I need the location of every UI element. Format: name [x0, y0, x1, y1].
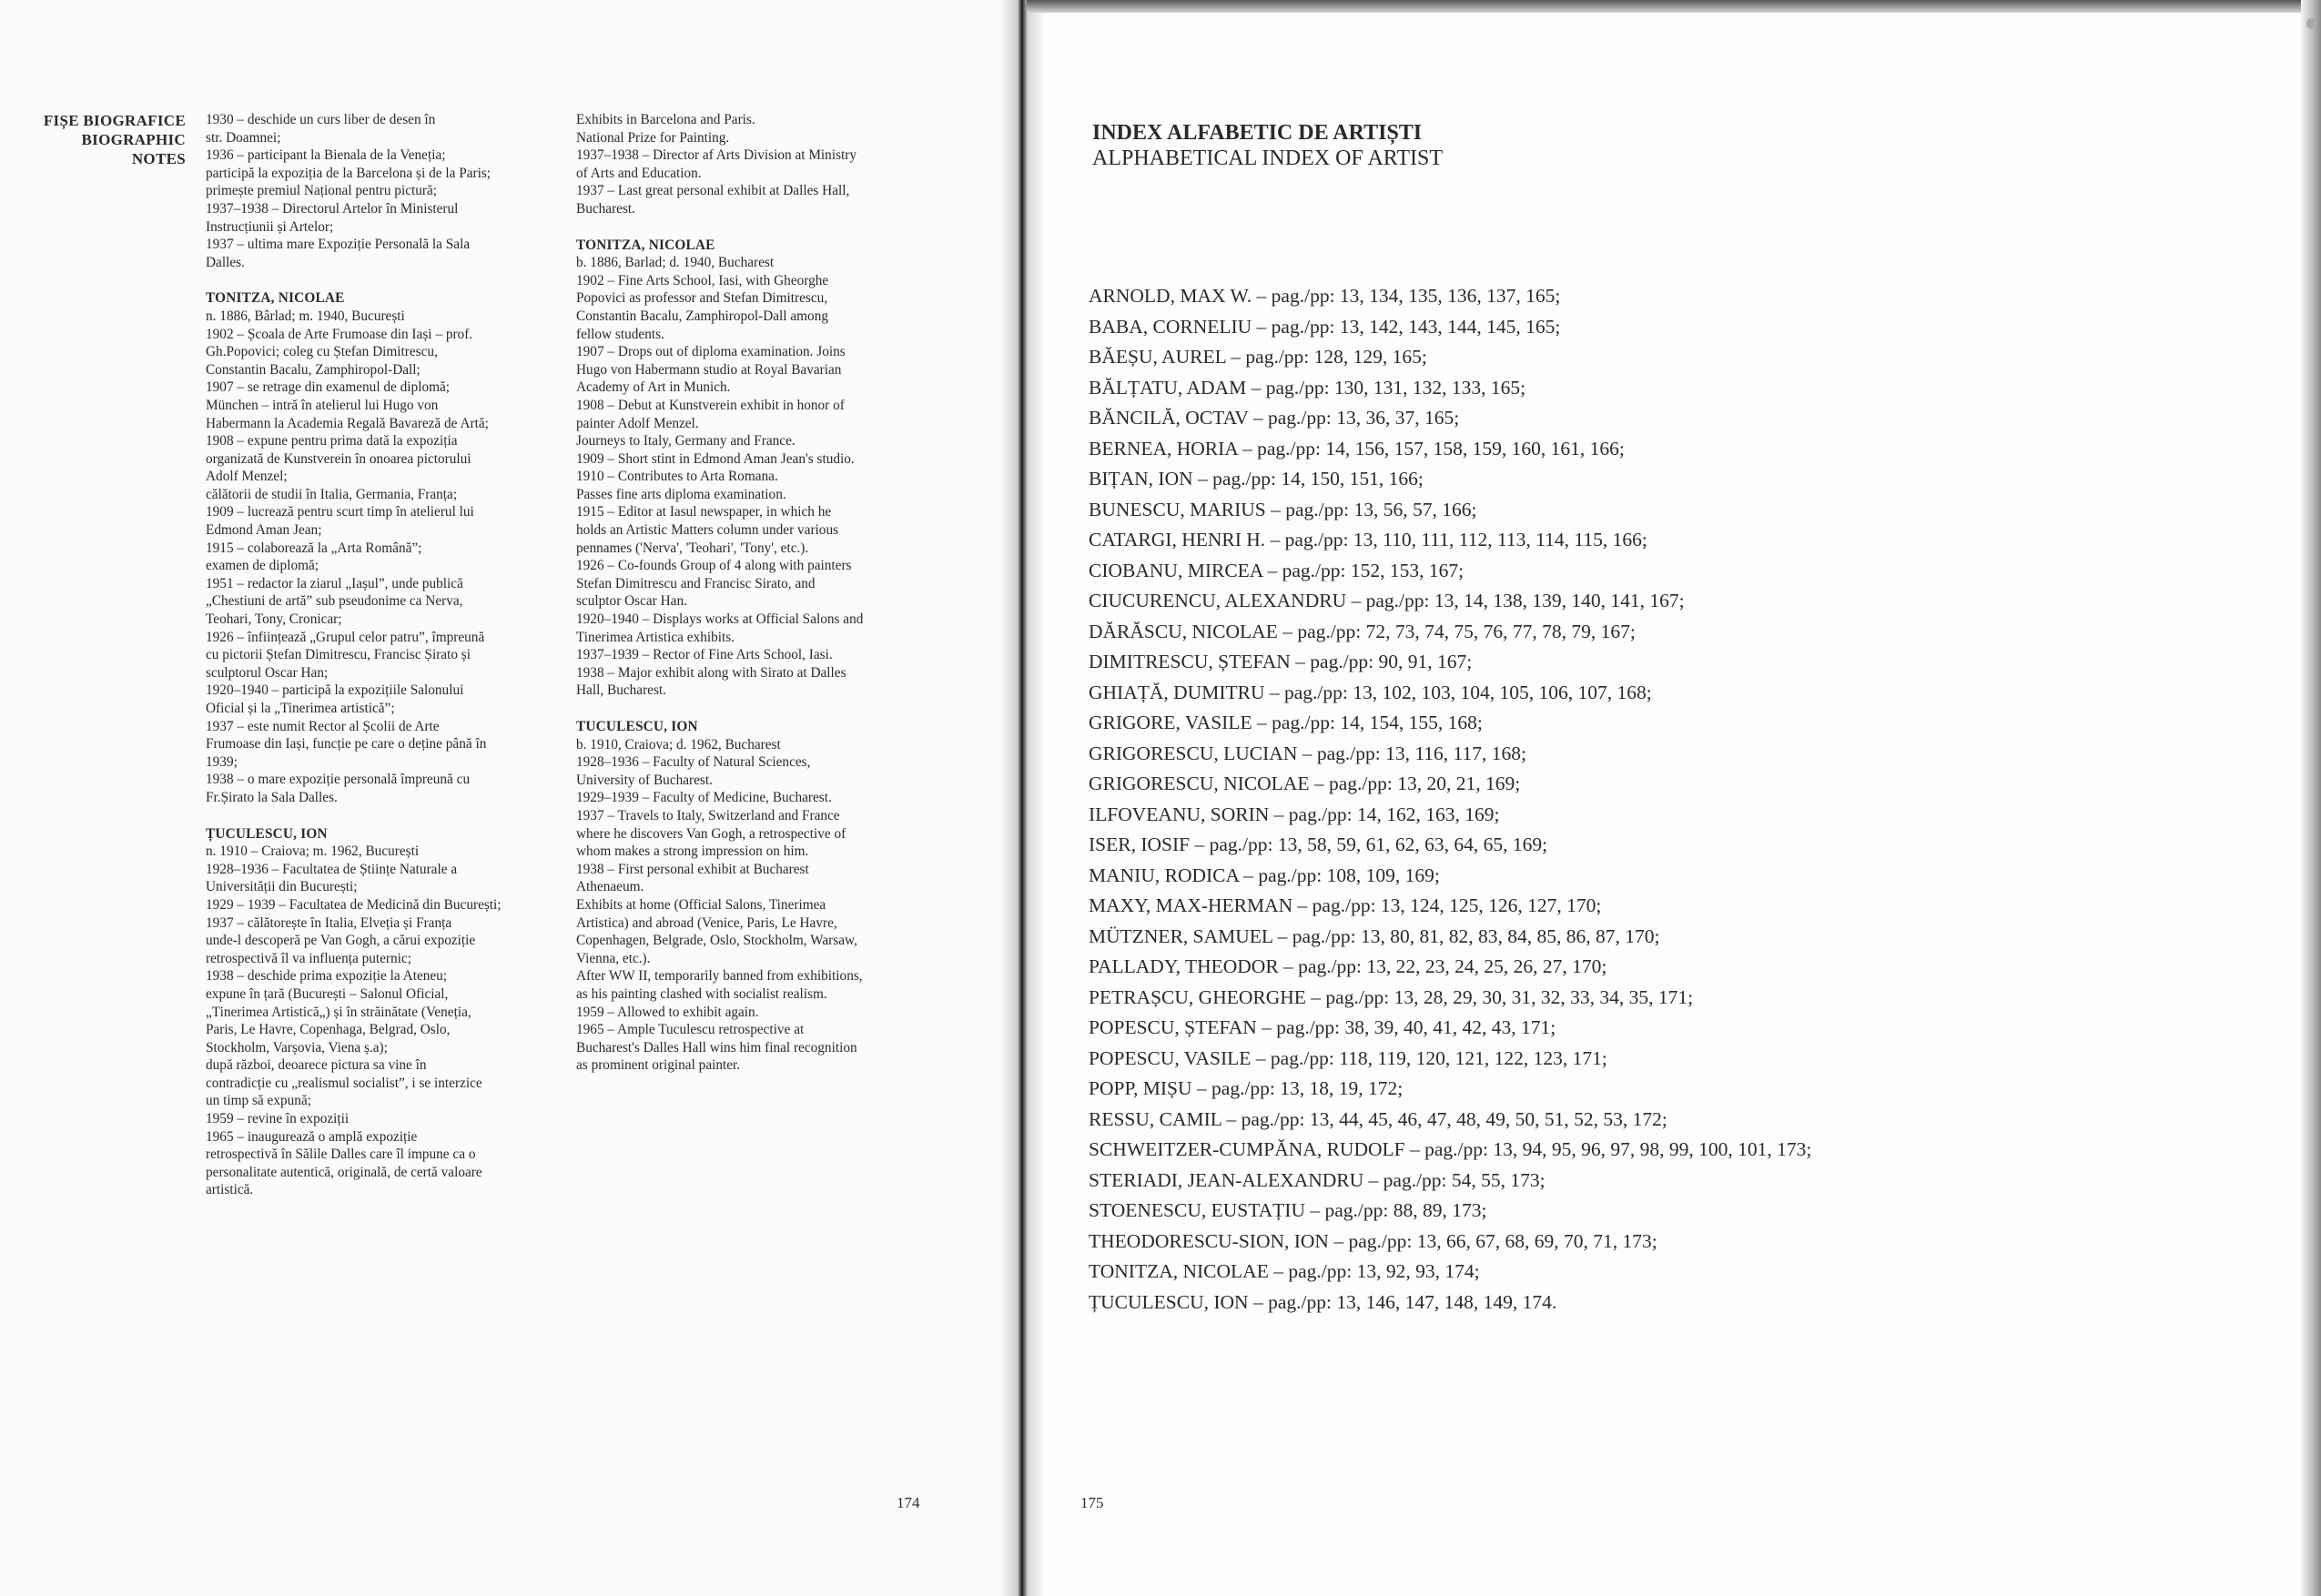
index-entry: BĂNCILĂ, OCTAV – pag./pp: 13, 36, 37, 165; — [1089, 407, 1460, 429]
index-entry: BĂEȘU, AUREL – pag./pp: 128, 129, 165; — [1089, 346, 1427, 368]
index-entry: SCHWEITZER-CUMPĂNA, RUDOLF – pag./pp: 13, 94, 95, 96, 97, 98, 99, 100, 101, 173; — [1089, 1138, 1812, 1160]
index-entry: TONITZA, NICOLAE – pag./pp: 13, 92, 93, 174; — [1089, 1260, 1480, 1282]
index-entry: CIUCURENCU, ALEXANDRU – pag./pp: 13, 14, 138, 139, 140, 141, 167; — [1089, 590, 1685, 611]
biography-paragraph: Exhibits in Barcelona and Paris. National Prize for Painting. 1937–1938 – Director af Arts Division at Ministry of Arts and Education. 1937 – Last great personal exhibit at Dalles Hall, Bucharest. — [576, 112, 857, 217]
index-entry: BABA, CORNELIU – pag./pp: 13, 142, 143, 144, 145, 165; — [1089, 315, 1561, 338]
index-entry: STOENESCU, EUSTAȚIU – pag./pp: 88, 89, 173; — [1089, 1199, 1487, 1221]
index-entry: GRIGORESCU, NICOLAE – pag./pp: 13, 20, 21, 169; — [1089, 773, 1521, 794]
artist-name-heading: TUCULESCU, ION — [576, 719, 698, 734]
index-entry: MAXY, MAX-HERMAN – pag./pp: 13, 124, 125, 126, 127, 170; — [1089, 894, 1602, 916]
index-entry: ISER, IOSIF – pag./pp: 13, 58, 59, 61, 62, 63, 64, 65, 169; — [1089, 833, 1548, 855]
index-entry: MÜTZNER, SAMUEL – pag./pp: 13, 80, 81, 82, 83, 84, 85, 86, 87, 170; — [1089, 924, 1660, 947]
biography-column-ro — [206, 111, 556, 1199]
index-entry: BIȚAN, ION – pag./pp: 14, 150, 151, 166; — [1089, 468, 1424, 490]
artist-name-heading: TONITZA, NICOLAE — [576, 237, 715, 253]
index-entry: DIMITRESCU, ȘTEFAN – pag./pp: 90, 91, 167; — [1089, 651, 1473, 672]
index-title-en: ALPHABETICAL INDEX OF ARTIST — [1092, 146, 1443, 170]
index-entry: BERNEA, HORIA – pag./pp: 14, 156, 157, 158, 159, 160, 161, 166; — [1089, 437, 1625, 460]
index-entry: CIOBANU, MIRCEA – pag./pp: 152, 153, 167; — [1089, 559, 1465, 581]
biography-paragraph: b. 1910, Craiova; d. 1962, Bucharest 1928–1936 – Faculty of Natural Sciences, University of Bucharest. 1929–1939 – Faculty of Medicine, Bucharest. 1937 – Travels to Italy, Switzerland and France where he discovers Van Gogh, a retrospective of whom makes a strong impression on him. 1938 – First personal exhibit at Bucharest Athenaeum. Exhibits at home (Official Salons, Tinerimea Artistica) and abroad (Venice, Paris, Le Havre, Copenhagen, Belgrade, Oslo, Stockholm, Warsaw, Vienna, etc.). After WW II, temporarily banned from exhibitions, as his painting clashed with socialist realism. 1959 – Allowed to exhibit again. 1965 – Ample Tuculescu retrospective at Bucharest's Dalles Hall wins him final recognition as prominent original painter. — [576, 736, 863, 1074]
biography-paragraph: b. 1886, Barlad; d. 1940, Bucharest 1902 – Fine Arts School, Iasi, with Gheorghe Popovici as professor and Stefan Dimitrescu, Constantin Bacalu, Zamphiropol-Dall among fellow students. 1907 – Drops out of diploma examination. Joins Hugo von Habermann studio at Royal Bavarian Academy of Art in Munich. 1908 – Debut at Kunstverein exhibit in honor of painter Adolf Menzel. Journeys to Italy, Germany and France. 1909 – Short stint in Edmond Aman Jean's studio. 1910 – Contributes to Arta Romana. Passes fine arts diploma examination. 1915 – Editor at Iasul newspaper, in which he holds an Artistic Matters column under various pennames ('Nerva', 'Teohari', 'Tony', etc.). 1926 – Co-founds Group of 4 along with painters Stefan Dimitrescu and Francisc Sirato, and sculptor Oscar Han. 1920–1940 – Displays works at Official Salons and Tinerimea Artistica exhibits. 1937–1939 – Rector of Fine Arts School, Iasi. 1938 – Major exhibit along with Sirato at Dalles Hall, Bucharest. — [576, 255, 864, 699]
index-entry: POPP, MIȘU – pag./pp: 13, 18, 19, 172; — [1089, 1077, 1404, 1099]
page-number-left: 174 — [897, 1494, 920, 1511]
index-entry: DĂRĂSCU, NICOLAE – pag./pp: 72, 73, 74, 75, 76, 77, 78, 79, 167; — [1089, 620, 1636, 642]
biographic-notes-heading — [29, 111, 186, 168]
biography-paragraph: n. 1910 – Craiova; m. 1962, București 1928–1936 – Facultatea de Științe Naturale a Universității din București; 1929 – 1939 – Facultatea de Medicină din București; 1937 – călătorește în Italia, Elveția și Franța unde-l descoperă pe Van Gogh, a cărui expoziție retrospectivă îl va influența puternic; 1938 – deschide prima expoziție la Ateneu; expune în țară (București – Salonul Oficial, „Tinerimea Artistică„) și în străinătate (Veneția, Paris, Le Havre, Copenhaga, Belgrad, Oslo, Stockholm, Varșovia, Viena ș.a); după război, deoarece pictura sa vine în contradicție cu „realismul socialist”, i se interzice un timp să expună; 1959 – revine în expoziții 1965 – inaugurează o amplă expoziție retrospectivă în Sălile Dalles care îl impune ca o personalitate autentică, originală, de certă valoare artistică. — [206, 843, 502, 1198]
index-entry: BUNESCU, MARIUS – pag./pp: 13, 56, 57, 166; — [1089, 498, 1477, 520]
index-entry: POPESCU, ȘTEFAN – pag./pp: 38, 39, 40, 41, 42, 43, 171; — [1089, 1016, 1556, 1038]
page-right-edge — [2301, 0, 2321, 1596]
heading-ro: FIȘE BIOGRAFICE — [43, 112, 186, 129]
artist-index-list — [1089, 281, 2272, 1318]
heading-en: BIOGRAPHIC NOTES — [81, 131, 186, 167]
book-spine — [999, 0, 1045, 1596]
corner-mark — [2306, 18, 2317, 29]
biography-column-en — [576, 111, 927, 1075]
index-entry: GRIGORESCU, LUCIAN – pag./pp: 13, 116, 117, 168; — [1089, 742, 1526, 764]
index-entry: ARNOLD, MAX W. – pag./pp: 13, 134, 135, 136, 137, 165; — [1089, 285, 1561, 307]
index-entry: STERIADI, JEAN-ALEXANDRU – pag./pp: 54, 55, 173; — [1089, 1168, 1546, 1191]
index-entry: PALLADY, THEODOR – pag./pp: 13, 22, 23, 24, 25, 26, 27, 170; — [1089, 955, 1607, 977]
index-entry: ILFOVEANU, SORIN – pag./pp: 14, 162, 163, 169; — [1089, 803, 1500, 825]
right-page — [1027, 0, 2321, 1596]
page-top-edge — [1027, 0, 2321, 13]
biography-paragraph: n. 1886, Bârlad; m. 1940, București 1902 – Școala de Arte Frumoase din Iași – prof. Gh.Popovici; coleg cu Ștefan Dimitrescu, Constantin Bacalu, Zamphiropol-Dall; 1907 – se retrage din examenul de diplomă; München – intră în atelierul lui Hugo von Habermann la Academia Regală Bavareză de Artă; 1908 – expune pentru prima dată la expoziția organizată de Kunstverein în onoarea pictorului Adolf Menzel; călătorii de studii în Italia, Germania, Franța; 1909 – lucrează pentru scurt timp în atelierul lui Edmond Aman Jean; 1915 – colaborează la „Arta Română”; examen de diplomă; 1951 – redactor la ziarul „Iașul”, unde publică „Chestiuni de artă” sub pseudonime ca Nerva, Teohari, Tony, Cronicar; 1926 – înființează „Grupul celor patru”, împreună cu pictorii Ștefan Dimitrescu, Francisc Șirato și sculptorul Oscar Han; 1920–1940 – participă la expozițiile Salonului Oficial și la „Tinerimea artistică”; 1937 – este numit Rector al Școlii de Arte Frumoase din Iași, funcție pe care o deține până în 1939; 1938 – o mare expoziție personală împreună cu Fr.Șirato la Sala Dalles. — [206, 308, 489, 805]
artist-name-heading: ȚUCULESCU, ION — [206, 825, 328, 842]
index-entry: GHIAȚĂ, DUMITRU – pag./pp: 13, 102, 103, 104, 105, 106, 107, 168; — [1089, 681, 1652, 703]
artist-name-heading: TONITZA, NICOLAE — [206, 290, 345, 307]
left-page — [0, 0, 1019, 1596]
index-entry: ȚUCULESCU, ION – pag./pp: 13, 146, 147, 148, 149, 174. — [1089, 1290, 1557, 1313]
index-entry: BĂLȚATU, ADAM – pag./pp: 130, 131, 132, 133, 165; — [1089, 376, 1526, 399]
biography-paragraph: 1930 – deschide un curs liber de desen în str. Doamnei; 1936 – participant la Bienala de la Veneția; participă la expoziția de la Barcelona și de la Paris; primește premiul Național pentru pictură; 1937–1938 – Directorul Artelor în Ministerul Instrucțiunii și Artelor; 1937 – ultima mare Expoziție Personală la Sala Dalles. — [206, 112, 492, 270]
index-entry: THEODORESCU-SION, ION – pag./pp: 13, 66, 67, 68, 69, 70, 71, 173; — [1089, 1229, 1657, 1252]
index-entry: GRIGORE, VASILE – pag./pp: 14, 154, 155, 168; — [1089, 712, 1483, 733]
index-title-ro: INDEX ALFABETIC DE ARTIȘTI — [1092, 121, 1423, 145]
index-entry: MANIU, RODICA – pag./pp: 108, 109, 169; — [1089, 864, 1440, 886]
index-entry: PETRAȘCU, GHEORGHE – pag./pp: 13, 28, 29, 30, 31, 32, 33, 34, 35, 171; — [1089, 985, 1694, 1008]
index-entry: RESSU, CAMIL – pag./pp: 13, 44, 45, 46, 47, 48, 49, 50, 51, 52, 53, 172; — [1089, 1107, 1667, 1130]
index-heading — [1092, 120, 1443, 171]
index-entry: CATARGI, HENRI H. – pag./pp: 13, 110, 111, 112, 113, 114, 115, 166; — [1089, 529, 1647, 551]
index-entry: POPESCU, VASILE – pag./pp: 118, 119, 120, 121, 122, 123, 171; — [1089, 1046, 1607, 1069]
page-number-right: 175 — [1080, 1494, 1104, 1511]
